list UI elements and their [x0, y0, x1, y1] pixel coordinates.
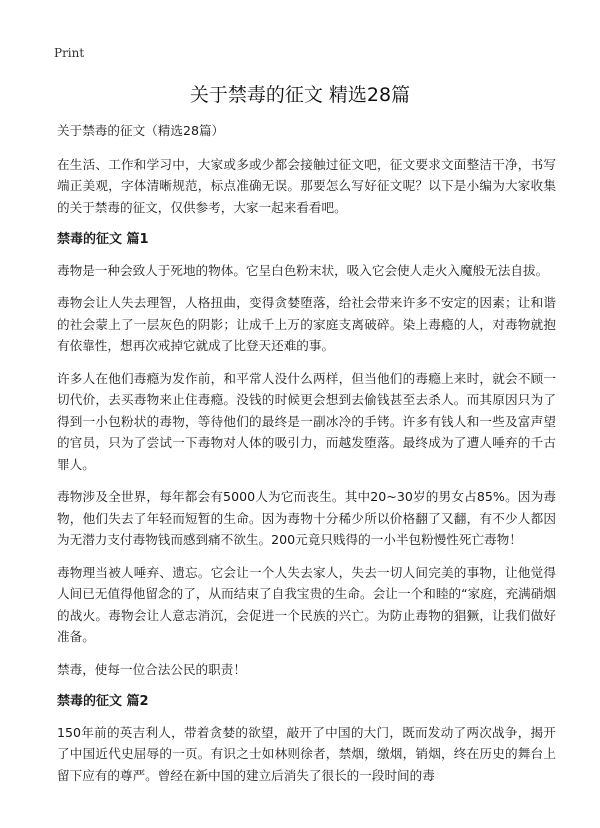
section-heading-1: 禁毒的征文 篇1 [57, 232, 149, 247]
paragraph: 毒物是一种会致人于死地的物体。它呈白色粉末状，吸入它会使人走火入魔般无法自拔。 [57, 262, 549, 278]
paragraph: 禁毒，使每一位合法公民的职责！ [57, 661, 246, 677]
paragraph: 毒物会让人失去理智，人格扭曲，变得贪婪堕落，给社会带来许多不安定的因素；让和谐的社会蒙上了一层灰色的阴影；让成千上万的家庭支离破碎。染上毒瘾的人，对毒物就抱有依靠性，想再次戒掉它就成了比登天还难的事。 [57, 295, 556, 353]
page-title: 关于禁毒的征文 精选28篇 [189, 84, 411, 106]
article-subtitle: 关于禁毒的征文（精选28篇） [57, 123, 225, 138]
intro-paragraph: 在生活、工作和学习中，大家或多或少都会接触过征文吧，征文要求文面整洁干净，书写端正美观，字体清晰规范，标点准确无误。那要怎么写好征文呢？以下是小编为大家收集的关于禁毒的征文，仅供参考，大家一起来看看吧。 [57, 156, 556, 215]
section-heading-2: 禁毒的征文 篇2 [57, 694, 149, 709]
paragraph: 毒物理当被人唾弃、遗忘。它会让一个人失去家人，失去一切人间完美的事物，让他觉得人间已无值得他留念的了，从而结束了自我宝贵的生命。会让一个和睦的“家庭，充满硝烟的战火。毒物会让人意志消沉，会促进一个民族的兴亡。为防止毒物的猖獗，让我们做好准备。 [57, 564, 556, 644]
paragraph: 毒物涉及全世界，每年都会有5000人为它而丧生。其中20~30岁的男女占85%。因为毒物，他们失去了年轻而短暂的生命。因为毒物十分稀少所以价格翻了又翻，有不少人都因为无潜力支付毒物钱而感到痛不欲生。200元竟只贱得的一小半包粉慢性死亡毒物！ [57, 489, 556, 547]
paragraph: 150年前的英吉利人，带着贪婪的欲望，敲开了中国的大门，既而发动了两次战争，揭开了中国近代史屈辱的一页。有识之士如林则徐者，禁烟，缴烟，销烟，终在历史的舞台上留下应有的尊严。曾经在新中国的建立后消失了很长的一段时间的毒 [57, 724, 556, 783]
print-link[interactable]: Print [54, 46, 85, 60]
article-body [57, 120, 556, 797]
paragraph: 许多人在他们毒瘾为发作前，和平常人没什么两样，但当他们的毒瘾上来时，就会不顾一切代价，去买毒物来止住毒瘾。没钱的时候更会想到去偷钱甚至去杀人。而其原因只为了得到一小包粉状的毒物，等待他们的最终是一副冰冷的手铐。许多有钱人和一些及富声望的官员，只为了尝试一下毒物对人体的吸引力，而越发堕落。最终成为了遭人唾弃的千古罪人。 [57, 370, 556, 472]
